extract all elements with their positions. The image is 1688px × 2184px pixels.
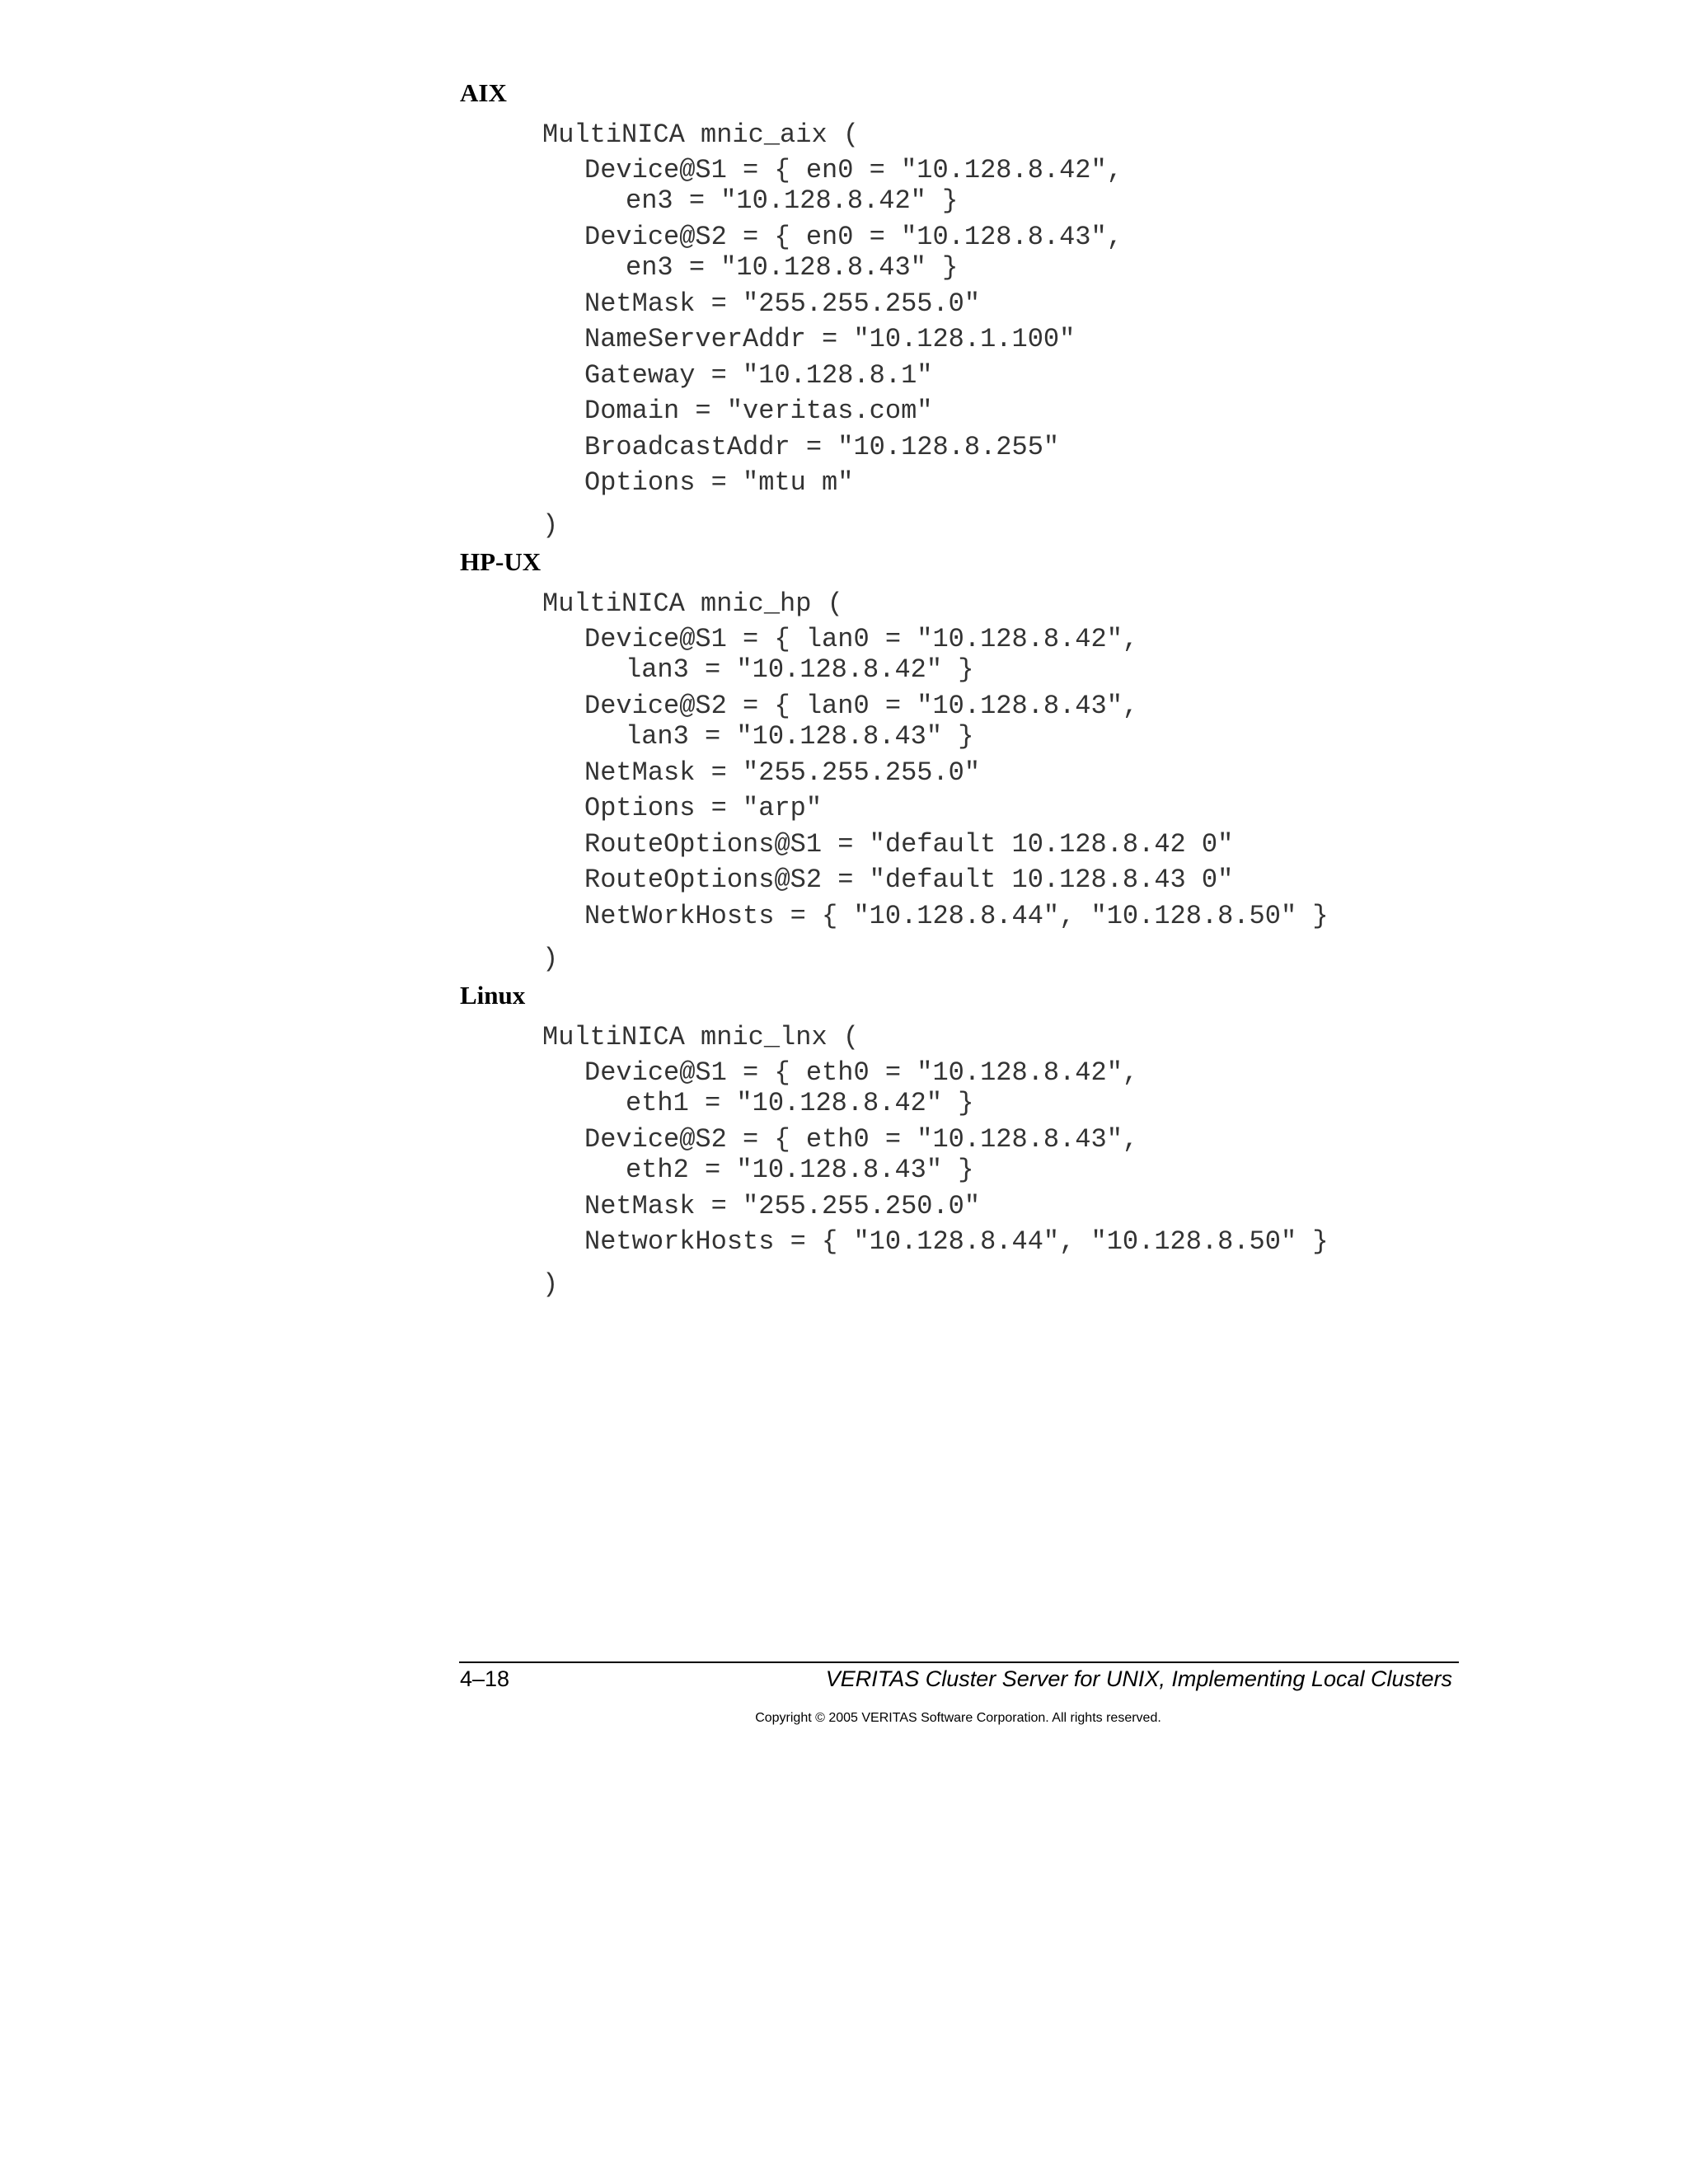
code-line: MultiNICA mnic_hp ( <box>542 588 843 619</box>
code-line: NetMask = "255.255.255.0" <box>584 757 981 788</box>
section-heading-hpux: HP-UX <box>460 547 542 576</box>
code-line: Device@S2 = { lan0 = "10.128.8.43", <box>584 691 1139 721</box>
code-line: NameServerAddr = "10.128.1.100" <box>584 324 1076 354</box>
code-line: RouteOptions@S2 = "default 10.128.8.43 0" <box>584 865 1234 895</box>
code-line: NetworkHosts = { "10.128.8.44", "10.128.8.50" } <box>584 1226 1329 1257</box>
section-heading-linux: Linux <box>460 981 526 1010</box>
code-line: MultiNICA mnic_aix ( <box>542 120 860 150</box>
code-line: eth2 = "10.128.8.43" } <box>626 1155 974 1185</box>
code-line: en3 = "10.128.8.42" } <box>626 185 959 216</box>
code-line: lan3 = "10.128.8.42" } <box>626 654 974 685</box>
code-line: Domain = "veritas.com" <box>584 396 933 426</box>
code-line: eth1 = "10.128.8.42" } <box>626 1088 974 1118</box>
code-line: Device@S1 = { en0 = "10.128.8.42", <box>584 155 1123 185</box>
code-line: ) <box>542 1269 559 1300</box>
code-line: RouteOptions@S1 = "default 10.128.8.42 0" <box>584 829 1234 860</box>
code-line: MultiNICA mnic_lnx ( <box>542 1022 860 1052</box>
copyright-notice: Copyright © 2005 VERITAS Software Corporation. All rights reserved. <box>755 1711 1161 1725</box>
code-line: NetMask = "255.255.255.0" <box>584 288 981 319</box>
code-line: Device@S2 = { eth0 = "10.128.8.43", <box>584 1124 1139 1155</box>
code-line: Gateway = "10.128.8.1" <box>584 360 933 391</box>
page-number: 4–18 <box>460 1666 510 1691</box>
code-line: NetMask = "255.255.250.0" <box>584 1191 981 1221</box>
section-heading-aix: AIX <box>460 78 507 107</box>
code-line: Options = "mtu m" <box>584 467 854 498</box>
code-line: en3 = "10.128.8.43" } <box>626 252 959 283</box>
code-line: Device@S1 = { lan0 = "10.128.8.42", <box>584 624 1139 654</box>
code-line: Device@S1 = { eth0 = "10.128.8.42", <box>584 1057 1139 1088</box>
code-line: Options = "arp" <box>584 793 823 823</box>
book-title: VERITAS Cluster Server for UNIX, Implementing Local Clusters <box>825 1666 1452 1691</box>
code-line: ) <box>542 510 559 541</box>
code-line: BroadcastAddr = "10.128.8.255" <box>584 432 1060 462</box>
code-line: ) <box>542 944 559 974</box>
code-line: NetWorkHosts = { "10.128.8.44", "10.128.8.50" } <box>584 901 1329 931</box>
code-line: lan3 = "10.128.8.43" } <box>626 721 974 752</box>
code-line: Device@S2 = { en0 = "10.128.8.43", <box>584 222 1123 252</box>
footer-rule <box>459 1661 1459 1663</box>
